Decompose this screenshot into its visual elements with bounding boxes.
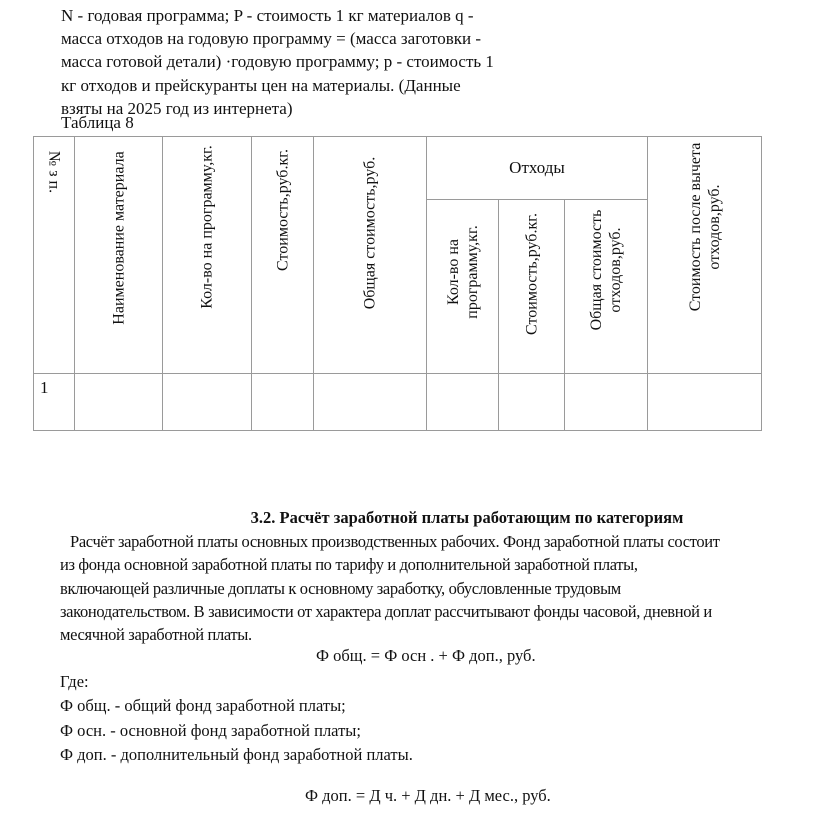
formula-additional-fund: Ф доп. = Д ч. + Д дн. + Д мес., руб. <box>305 786 551 805</box>
table-cell-waste-cost <box>498 373 565 431</box>
header-qty-program-label: Кол-во на программу,кг. <box>198 145 216 309</box>
table-cell-waste-total <box>564 373 648 431</box>
header-total-cost <box>313 136 427 374</box>
paragraph-line: месячной заработной платы. <box>60 625 252 645</box>
header-num <box>33 136 75 374</box>
paragraph-line: Расчёт заработной платы основных производственных рабочих. Фонд заработной платы состоит <box>70 532 720 551</box>
header-net-cost-label <box>686 143 724 312</box>
definition-item: Ф доп. - дополнительный фонд заработной платы. <box>60 744 413 764</box>
paragraph-line: включающей различные доплаты к основному заработку, обусловленные трудовым <box>60 578 621 598</box>
formula-total-fund: Ф общ. = Ф осн . + Ф доп., руб. <box>316 646 536 665</box>
header-material-name <box>74 136 163 374</box>
definition-item: Ф осн. - основной фонд заработной платы; <box>60 720 361 740</box>
header-waste-qty-line2: программу,кг. <box>463 225 481 319</box>
row-number: 1 <box>40 378 49 397</box>
table-cell-net-cost <box>647 373 762 431</box>
header-waste-qty-line1: Кол-во на <box>444 238 462 306</box>
intro-line: N - годовая программа; P - стоимость 1 кг материалов q - <box>61 6 474 25</box>
paragraph-line: законодательством. В зависимости от характера доплат рассчитывают фонды часовой, дневной и <box>60 601 712 621</box>
header-cost-per-kg <box>251 136 314 374</box>
paragraph-line: из фонда основной заработной платы по тарифу и дополнительной заработной платы, <box>60 555 638 575</box>
header-qty-program <box>162 136 252 374</box>
header-net-cost <box>647 136 762 374</box>
header-num-label: № з п. <box>45 150 63 194</box>
header-waste-qty-label <box>444 225 482 318</box>
materials-table <box>33 136 762 431</box>
header-waste-total-label <box>587 210 625 331</box>
table-caption: Таблица 8 <box>61 113 134 132</box>
section-paragraph <box>60 530 805 646</box>
intro-line: взяты на 2025 год из интернета) <box>61 98 293 118</box>
where-label: Где: <box>60 672 89 691</box>
intro-line: кг отходов и прейскуранты цен на материалы. (Данные <box>61 75 461 95</box>
intro-text <box>61 4 531 120</box>
intro-line: масса отходов на годовую программу = (масса заготовки - <box>61 29 482 49</box>
header-waste-qty <box>426 199 499 374</box>
table-cell-total-cost <box>313 373 427 431</box>
header-waste-total-line2: отходов,руб. <box>607 227 624 313</box>
header-cost-per-kg-label: Стоимость,руб.кг. <box>274 149 291 271</box>
intro-line: масса готовой детали) ·годовую программу; p - стоимость 1 <box>61 52 494 72</box>
section-heading: 3.2. Расчёт заработной платы работающим по категориям <box>250 508 684 527</box>
header-waste-cost-label: Стоимость,руб.кг. <box>523 213 540 335</box>
header-total-cost-label: Общая стоимость,руб. <box>361 156 379 310</box>
definitions-list <box>60 670 413 767</box>
header-waste-cost <box>498 199 565 374</box>
header-material-name-label: Наименование материала <box>110 151 127 325</box>
table-cell-material-name <box>74 373 163 431</box>
header-net-cost-line2: отходов,руб. <box>705 184 723 270</box>
header-waste-total-line1: Общая стоимость <box>588 209 605 331</box>
table-cell-qty-program <box>162 373 252 431</box>
header-net-cost-line1: Стоимость после вычета <box>686 142 704 312</box>
table-cell-cost-per-kg <box>251 373 314 431</box>
table-cell-num <box>33 373 75 431</box>
definition-item: Ф общ. - общий фонд заработной платы; <box>60 696 346 716</box>
header-waste-group-label: Отходы <box>509 158 565 177</box>
table-cell-waste-qty <box>426 373 499 431</box>
header-waste-total <box>564 199 648 374</box>
header-waste-group <box>426 136 648 200</box>
